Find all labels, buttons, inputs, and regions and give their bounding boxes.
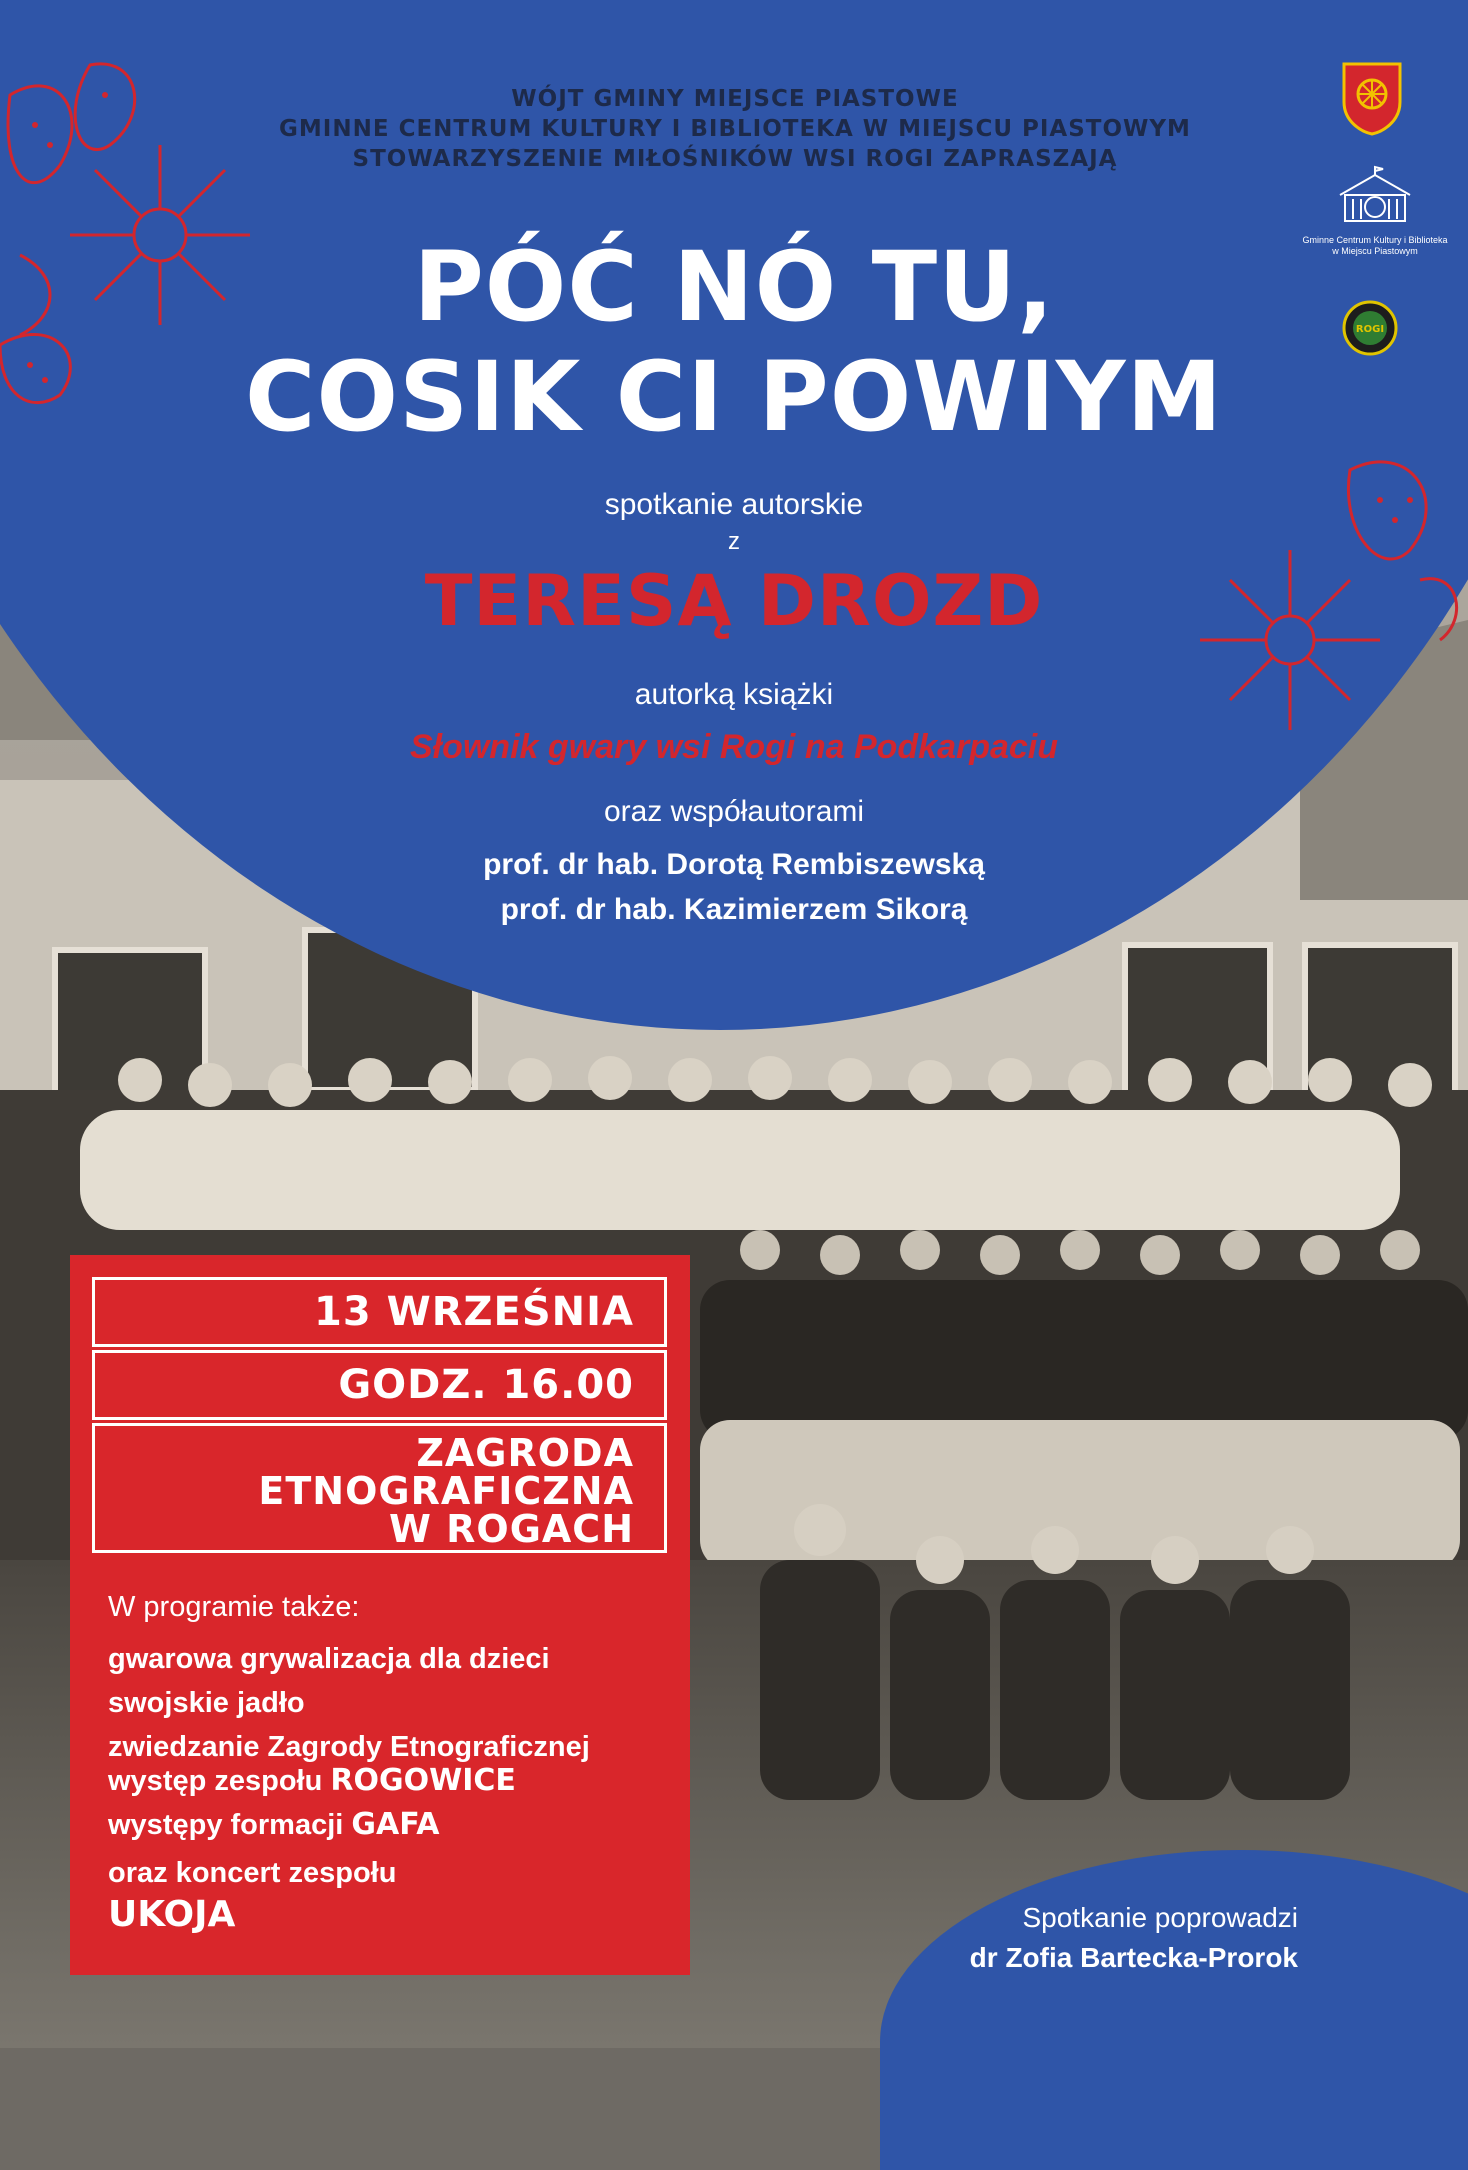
- coauthors-intro: oraz współautorami: [603, 795, 865, 828]
- place-line-1: ZAGRODA: [416, 1431, 634, 1475]
- program-item-6: oraz koncert zespołu: [108, 1857, 397, 1889]
- organizers-block: [170, 84, 1300, 174]
- place-line-3: W ROGACH: [389, 1507, 634, 1551]
- event-time: GODZ. 16.00: [338, 1362, 634, 1408]
- title-line-1: PÓĆ NÓ TU,: [413, 231, 1055, 343]
- program-item-3: zwiedzanie Zagrody Etnograficznej: [108, 1731, 590, 1763]
- title-line-2: COSIK CI POWIYM: [245, 341, 1223, 453]
- organizer-line-2: GMINNE CENTRUM KULTURY I BIBLIOTEKA W MIEJSCU PIASTOWYM: [279, 116, 1191, 142]
- place-line-2: ETNOGRAFICZNA: [258, 1469, 634, 1513]
- coauthor-2: prof. dr hab. Kazimierzem Sikorą: [500, 893, 968, 926]
- gck-caption-line1: Gminne Centrum Kultury i Biblioteka: [1302, 235, 1448, 245]
- date-box: [92, 1277, 667, 1347]
- author-role: autorką książki: [634, 678, 834, 711]
- program-item-4: [108, 1761, 516, 1801]
- event-type: spotkanie autorskie: [604, 488, 864, 521]
- coauthor-1: prof. dr hab. Dorotą Rembiszewską: [483, 848, 985, 881]
- place-box: [92, 1423, 667, 1553]
- program-heading: W programie także:: [108, 1591, 360, 1623]
- event-title: [0, 232, 1468, 452]
- program-item-1: gwarowa grywalizacja dla dzieci: [108, 1643, 550, 1675]
- event-details-panel: [70, 1255, 690, 1975]
- organizer-line-1: WÓJT GMINY MIEJSCE PIASTOWE: [511, 86, 959, 112]
- host-label: Spotkanie poprowadzi: [1022, 1902, 1298, 1933]
- time-box: [92, 1350, 667, 1420]
- gmina-coat-of-arms-icon: [1342, 62, 1402, 136]
- book-title: Słownik gwary wsi Rogi na Podkarpaciu: [409, 728, 1059, 766]
- gck-caption-line2: w Miejscu Piastowym: [1332, 246, 1418, 256]
- host-name: dr Zofia Bartecka-Prorok: [969, 1942, 1298, 1973]
- program-item-2: swojskie jadło: [108, 1687, 305, 1719]
- author-name: TERESĄ DROZD: [424, 560, 1044, 642]
- program-item-4-prefix: występ zespołu: [108, 1765, 331, 1797]
- program-item-5: [108, 1805, 440, 1845]
- program-item-4-name: ROGOWICE: [330, 1763, 516, 1798]
- program-item-7: UKOJA: [108, 1894, 236, 1935]
- rogi-badge-text: ROGI: [1355, 324, 1385, 335]
- event-date: 13 WRZEŚNIA: [314, 1289, 634, 1335]
- event-with: z: [728, 528, 740, 555]
- gck-library-logo-icon: [1335, 165, 1415, 227]
- organizer-line-3: STOWARZYSZENIE MIŁOŚNIKÓW WSI ROGI ZAPRASZAJĄ: [352, 146, 1118, 172]
- program-item-5-name: GAFA: [351, 1807, 440, 1842]
- program-item-5-prefix: występy formacji: [108, 1809, 352, 1841]
